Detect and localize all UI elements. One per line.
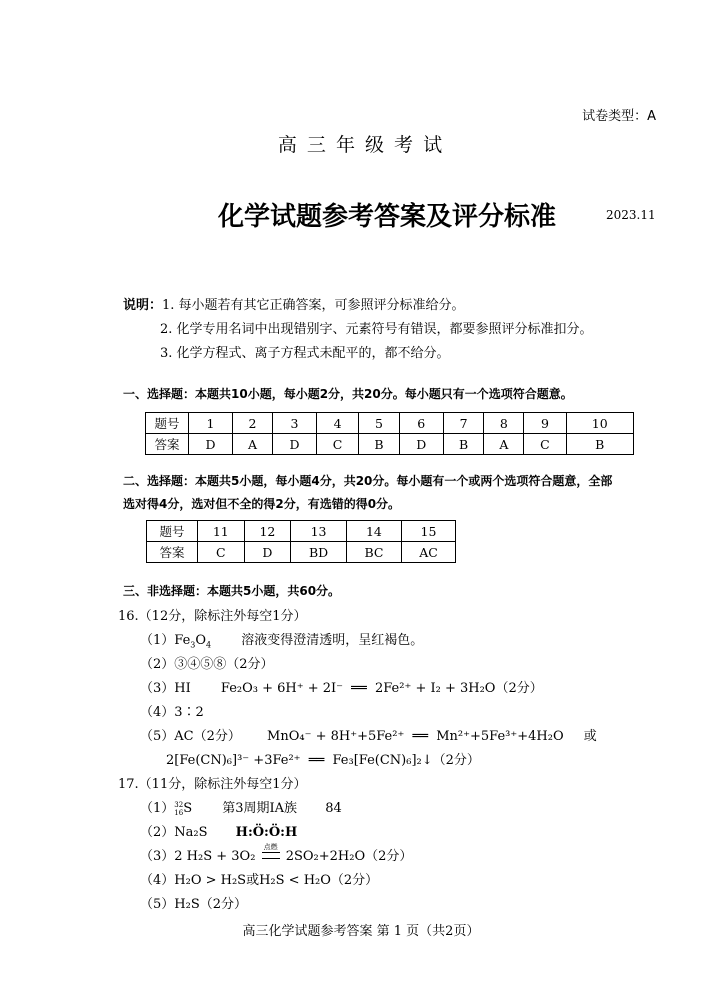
- table-cell: C: [524, 434, 566, 455]
- table-cell: 11: [198, 521, 245, 542]
- q16-answer-3: [140, 677, 543, 696]
- table-cell: D: [189, 434, 233, 455]
- table-cell: AC: [401, 542, 455, 563]
- table-cell: BC: [346, 542, 401, 563]
- answer-text: （3）HI: [140, 681, 191, 696]
- table-cell: 14: [346, 521, 401, 542]
- section2-heading-line1: 二、选择题：本题共5小题，每小题4分，共20分。每小题有一个或两个选项符合题意，全部: [123, 474, 613, 488]
- table-cell: D: [244, 542, 291, 563]
- table-cell: B: [359, 434, 400, 455]
- q16-answer-1: [140, 629, 423, 650]
- row-label-answer: 答案: [146, 434, 189, 455]
- q16-answer-5-alt: [166, 749, 480, 768]
- section2-answer-table: [146, 520, 456, 563]
- table-cell: 13: [291, 521, 347, 542]
- equation-right: Mn²⁺+5Fe³⁺+4H₂O: [436, 729, 564, 744]
- equation-left: Fe₂O₃ + 6H⁺ + 2I⁻: [220, 681, 344, 696]
- equals-sign: ══: [351, 681, 367, 696]
- table-cell: 6: [399, 413, 443, 434]
- answer-text: （1）: [140, 801, 175, 816]
- answer-text: （3）2 H₂S + 3O₂: [140, 849, 256, 864]
- table-cell: B: [566, 434, 633, 455]
- q16-answer-5: [140, 725, 597, 744]
- answer-text: 溶液变得澄清透明，呈红褐色。: [241, 633, 424, 648]
- q17-answer-1: [140, 797, 342, 817]
- paper-type-label: 试卷类型：A: [582, 109, 656, 124]
- row-label-answer: 答案: [147, 542, 198, 563]
- equation-right: Fe₃[Fe(CN)₆]₂↓（2分）: [332, 753, 480, 768]
- answer-text: O: [195, 633, 207, 648]
- equation-left: 2[Fe(CN)₆]³⁻ +3Fe²⁺: [166, 753, 301, 768]
- answer-text: （2）Na₂S: [140, 825, 208, 840]
- answer-text: （5）AC（2分）: [140, 729, 241, 744]
- table-cell: 8: [484, 413, 524, 434]
- table-cell: B: [443, 434, 484, 455]
- row-label-number: 题号: [146, 413, 189, 434]
- page-footer: 高三化学试题参考答案 第 1 页（共2页）: [242, 924, 480, 939]
- table-row-numbers: [147, 521, 456, 542]
- table-cell: 7: [443, 413, 484, 434]
- section1-heading: 一、选择题：本题共10小题，每小题2分，共20分。每小题只有一个选项符合题意。: [123, 387, 573, 401]
- page-title: 化学试题参考答案及评分标准: [218, 202, 557, 232]
- q17-answer-5: （5）H₂S（2分）: [140, 897, 247, 912]
- table-cell: 12: [244, 521, 291, 542]
- grade-title: 高 三 年 级 考 试: [277, 134, 445, 156]
- table-cell: C: [198, 542, 245, 563]
- table-cell: 9: [524, 413, 566, 434]
- section3-heading: 三、非选择题：本题共5小题，共60分。: [123, 584, 341, 598]
- q16-answer-2: （2）③④⑤⑧（2分）: [140, 657, 274, 672]
- equation-left: MnO₄⁻ + 8H⁺+5Fe²⁺: [267, 729, 405, 744]
- section2-heading-line2: 选对得4分，选对但不全的得2分，有选错的得0分。: [123, 497, 401, 511]
- table-cell: D: [399, 434, 443, 455]
- answer-text: 84: [325, 801, 342, 816]
- answer-text: （1）Fe: [140, 633, 191, 648]
- table-cell: 15: [401, 521, 455, 542]
- table-cell: 3: [272, 413, 316, 434]
- isotope-numbers: [174, 801, 183, 817]
- note-item: 3. 化学方程式、离子方程式未配平的，都不给分。: [160, 346, 450, 361]
- reaction-condition: 点燃: [263, 842, 278, 851]
- element-symbol: S: [183, 801, 193, 816]
- answer-text: 或: [583, 729, 597, 744]
- q17-answer-4: （4）H₂O > H₂S或H₂S < H₂O（2分）: [140, 873, 379, 888]
- equals-sign: ══: [412, 729, 429, 744]
- equation-right: 2Fe²⁺ + I₂ + 3H₂O（2分）: [374, 681, 543, 696]
- atomic-number: 16: [174, 808, 184, 817]
- mass-number: 32: [174, 800, 184, 809]
- reaction-arrow: [260, 842, 282, 864]
- date-label: 2023.11: [606, 208, 656, 222]
- equals-sign: ══: [308, 753, 325, 768]
- row-label-number: 题号: [147, 521, 198, 542]
- table-cell: D: [272, 434, 316, 455]
- q16-title: 16.（12分，除标注外每空1分）: [118, 609, 307, 624]
- table-cell: C: [316, 434, 358, 455]
- table-cell: A: [484, 434, 524, 455]
- equation-right: 2SO₂+2H₂O（2分）: [285, 849, 413, 864]
- table-cell: 1: [189, 413, 233, 434]
- q17-answer-2: [140, 821, 297, 840]
- answer-text: 第3周期ⅠA族: [222, 801, 298, 816]
- q16-answer-4: （4）3∶2: [140, 705, 204, 720]
- subscript: 3: [190, 640, 196, 650]
- table-cell: 4: [316, 413, 358, 434]
- notes-line-1: [123, 294, 465, 313]
- note-item: 1. 每小题若有其它正确答案，可参照评分标准给分。: [162, 298, 465, 313]
- table-row-answers: [146, 434, 634, 455]
- section1-answer-table: [145, 412, 634, 455]
- note-item: 2. 化学专用名词中出现错别字、元素符号有错误，都要参照评分标准扣分。: [160, 322, 593, 337]
- table-cell: A: [232, 434, 272, 455]
- lewis-structure: H:Ö:Ö:H: [235, 825, 298, 840]
- subscript: 4: [206, 640, 212, 650]
- q17-title: 17.（11分，除标注外每空1分）: [118, 777, 307, 792]
- table-row-numbers: [146, 413, 634, 434]
- table-cell: 10: [566, 413, 633, 434]
- table-row-answers: [147, 542, 456, 563]
- table-cell: BD: [291, 542, 347, 563]
- table-cell: 5: [359, 413, 400, 434]
- notes-label: 说明：: [123, 298, 163, 313]
- table-cell: 2: [232, 413, 272, 434]
- q17-answer-3: [140, 842, 413, 864]
